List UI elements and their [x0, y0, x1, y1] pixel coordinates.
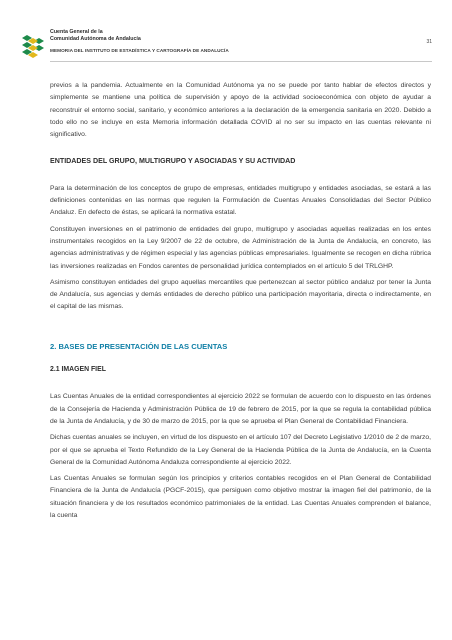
intro-paragraph: previos a la pandemia. Actualmente en la Comunidad Autónoma ya no se puede por tanto hablar de efectos directos y simplemente se mantiene una política de supervisión y apoyo de la actividad socioeconómica con objeto de ayudar a reconstruir el entorno social, sanitario, y económico anteriores a la declaración de la emergencia sanitaria en 2020. Debido a todo ello no se incluye en esta Memoria información detallada COVID al no ser su impacto en las cuentas relevante ni significativo. — [50, 82, 431, 139]
page-body — [50, 80, 431, 522]
imagen-paragraph-3: Las Cuentas Anuales se formulan según los principios y criterios contables recogidos en el Plan General de Contabilidad Financiera de la Junta de Andalucía (PGCF-2015), que persiguen como objetivo mostrar la imagen fiel del patrimonio, de la situación financiera y de los resultados económico patrimoniales de la entidad. Las Cuentas Anuales comprenden el balance, la cuenta — [50, 475, 431, 520]
entidades-paragraph-3: Asimismo constituyen entidades del grupo aquellas mercantiles que pertenezcan al sector público andaluz por tener la Junta de Andalucía, sus agencias y demás entidades de derecho público una participación mayoritaria, directa o indirectamente, en el capital de las mismas. — [50, 278, 431, 311]
header-divider — [50, 61, 432, 62]
memo-title: MEMORIA DEL INSTITUTO DE ESTADÍSTICA Y CARTOGRAFÍA DE ANDALUCÍA — [50, 48, 229, 53]
organization-line-1: Cuenta General de la — [50, 29, 103, 35]
page-header — [20, 29, 432, 61]
junta-andalucia-logo-icon — [20, 32, 46, 58]
section-heading-entidades: ENTIDADES DEL GRUPO, MULTIGRUPO Y ASOCIADAS Y SU ACTIVIDAD — [50, 157, 296, 166]
page-number: 31 — [426, 39, 432, 45]
entidades-paragraph-2: Constituyen inversiones en el patrimonio de entidades del grupo, multigrupo y asociadas aquellas realizadas en los entes instrumentales recogidos en la Ley 9/2007 de 22 de octubre, de Administración de la Junta de Andalucía, en concreto, las agencias administrativas y de régimen especial y las agencias públicas empresariales. Igualmente se recogen en dicha rúbrica las inversiones realizadas en Fondos carentes de personalidad jurídica contemplados en el artículo 5 del TRLGHP. — [50, 225, 431, 270]
entidades-paragraph-1: Para la determinación de los conceptos de grupo de empresas, entidades multigrupo y entidades asociadas, se estará a las definiciones contenidas en las normas que regulen la Formulación de Cuentas Anuales Consolidadas del Sector Público Andaluz. En defecto de éstas, se aplicará la normativa estatal. — [50, 184, 431, 217]
organization-name — [50, 29, 141, 42]
subsection-heading-imagen-fiel: 2.1 IMAGEN FIEL — [50, 366, 106, 374]
organization-line-2: Comunidad Autónoma de Andalucía — [50, 35, 141, 42]
imagen-paragraph-1: Las Cuentas Anuales de la entidad correspondientes al ejercicio 2022 se formulan de acuerdo con lo dispuesto en las órdenes de la Consejería de Hacienda y Administración Pública de 19 de febrero de 2015, por la que se regula la contabilidad pública de la Junta de Andalucía, y de 30 de marzo de 2015, por la que se aprueba el Plan General de Contabilidad Financiera. — [50, 393, 431, 425]
section-heading-bases: 2. BASES DE PRESENTACIÓN DE LAS CUENTAS — [50, 341, 228, 351]
imagen-paragraph-2: Dichas cuentas anuales se incluyen, en virtud de los dispuesto en el artículo 107 del Decreto Legislativo 1/2010 de 2 de marzo, por el que se aprueba el Texto Refundido de la Ley General de la Hacienda Pública de la Junta de Andalucía, en la Cuenta General de la Comunidad Autónoma Andaluza correspondiente al ejercicio 2022. — [50, 434, 431, 466]
